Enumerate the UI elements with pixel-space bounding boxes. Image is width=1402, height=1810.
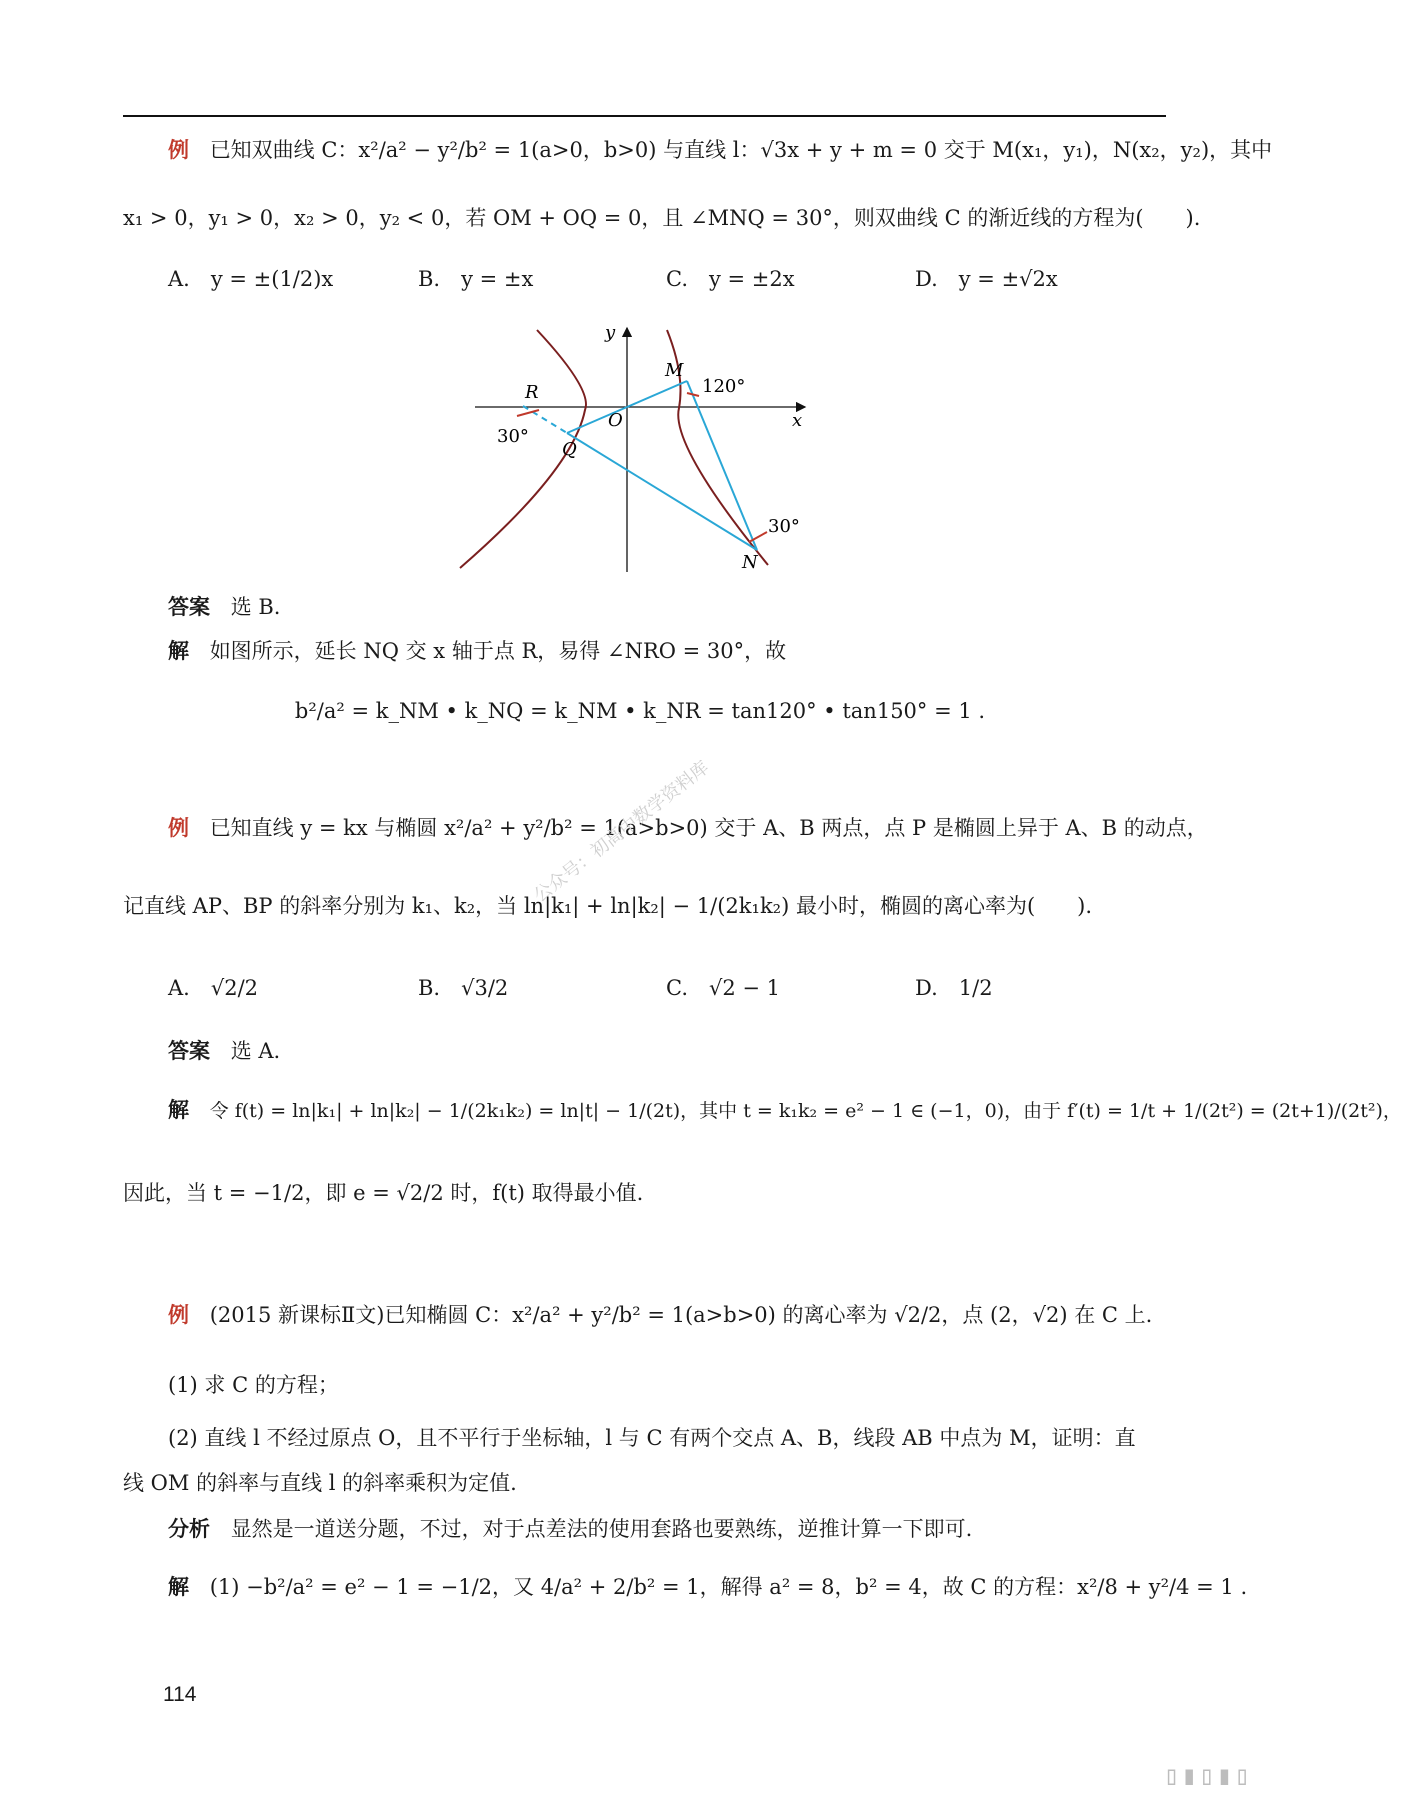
ex3-part2-line2: 线 OM 的斜率与直线 l 的斜率乘积为定值. <box>123 1471 517 1495</box>
line-rq-dashed <box>523 406 567 433</box>
label-m: M <box>665 360 684 381</box>
ex1-option-a: A. y = ±(1/2)x <box>168 267 334 291</box>
ex1-formula: b²/a² = k_NM • k_NQ = k_NM • k_NR = tan120° • tan150° = 1 . <box>294 699 986 723</box>
ex3-analysis <box>168 1516 972 1542</box>
label-o: O <box>608 410 623 431</box>
corner-logo-icon: ▯▮▯▮▯ <box>1163 1760 1252 1791</box>
page-number: 114 <box>163 1683 197 1706</box>
ex3-analysis-tag: 分析 <box>168 1517 210 1541</box>
ex2-tag: 例 <box>168 816 189 840</box>
label-angle-120: 120° <box>702 376 746 397</box>
ex1-answer-tag: 答案 <box>168 595 210 619</box>
ex3-part1: (1) 求 C 的方程； <box>168 1373 339 1397</box>
hyperbola-figure <box>455 320 815 575</box>
ex2-answer-text: 选 A. <box>230 1039 281 1063</box>
ex1-solution <box>168 638 786 664</box>
ex2-solution-tag: 解 <box>168 1098 189 1122</box>
ex2-line1 <box>168 815 1208 841</box>
label-y: y <box>605 322 616 343</box>
label-x: x <box>792 410 803 431</box>
label-angle-30-left: 30° <box>497 426 529 447</box>
label-q: Q <box>562 439 577 460</box>
ex1-line2: x₁ > 0，y₁ > 0，x₂ > 0，y₂ < 0，若 OM + OQ = 0，且 ∠MNQ = 30°，则双曲线 C 的渐近线的方程为( ). <box>123 206 1201 230</box>
ex1-line1 <box>168 137 1272 163</box>
ex1-text1: 已知双曲线 C：x²/a² − y²/b² = 1(a>0，b>0) 与直线 l：√3x + y + m = 0 交于 M(x₁，y₁)，N(x₂，y₂)，其中 <box>209 138 1273 162</box>
ex3-part2-line1: (2) 直线 l 不经过原点 O，且不平行于坐标轴，l 与 C 有两个交点 A、B，线段 AB 中点为 M，证明：直 <box>168 1426 1136 1450</box>
ex3-analysis-text: 显然是一道送分题，不过，对于点差法的使用套路也要熟练，逆推计算一下即可. <box>230 1517 973 1541</box>
ex3-line1 <box>168 1302 1152 1328</box>
ex2-option-a: A. √2/2 <box>168 976 259 1000</box>
ex2-option-c: C. √2 − 1 <box>666 976 781 1000</box>
ex1-tag: 例 <box>168 138 189 162</box>
ex2-solution-2: 因此，当 t = −1/2，即 e = √2/2 时，f(t) 取得最小值. <box>123 1181 644 1205</box>
watermark: 公众号：初高中数学资料库 <box>530 757 714 907</box>
ex2-option-d: D. 1/2 <box>915 976 993 1000</box>
ex3-text1: (2015 新课标Ⅱ文)已知椭圆 C：x²/a² + y²/b² = 1(a>b>0) 的离心率为 √2/2，点 (2，√2) 在 C 上. <box>209 1303 1153 1327</box>
line-om <box>627 381 687 407</box>
line-qn <box>567 433 757 550</box>
ex2-answer-tag: 答案 <box>168 1039 210 1063</box>
ex3-solution-text: (1) −b²/a² = e² − 1 = −1/2，又 4/a² + 2/b² = 1，解得 a² = 8，b² = 4，故 C 的方程：x²/8 + y²/4 = 1 . <box>209 1575 1248 1599</box>
label-n: N <box>742 552 758 573</box>
label-r: R <box>525 382 539 403</box>
ex2-text1: 已知直线 y = kx 与椭圆 x²/a² + y²/b² = 1(a>b>0) 交于 A、B 两点，点 P 是椭圆上异于 A、B 的动点， <box>209 816 1208 840</box>
ex3-solution-tag: 解 <box>168 1575 189 1599</box>
ex1-solution-text: 如图所示，延长 NQ 交 x 轴于点 R，易得 ∠NRO = 30°，故 <box>209 639 787 663</box>
label-angle-30-right: 30° <box>768 516 800 537</box>
ex1-answer-text: 选 B. <box>230 595 281 619</box>
ex2-solution-1 <box>168 1097 1402 1124</box>
ex3-solution <box>168 1574 1247 1600</box>
top-rule <box>123 115 1166 117</box>
ex2-option-b: B. √3/2 <box>418 976 509 1000</box>
ex1-option-c: C. y = ±2x <box>666 267 795 291</box>
ex1-option-b: B. y = ±x <box>418 267 534 291</box>
ex1-option-d: D. y = ±√2x <box>915 267 1058 291</box>
ex3-tag: 例 <box>168 1303 189 1327</box>
ex1-answer <box>168 594 280 620</box>
ex2-solution-text1: 令 f(t) = ln|k₁| + ln|k₂| − 1/(2k₁k₂) = ln|t| − 1/(2t)，其中 t = k₁k₂ = e² − 1 ∈ (−1，0)，由于 f′(t) = 1/t + 1/(2t²) = (2t+1)/(2t²)， <box>209 1100 1402 1122</box>
ex2-answer <box>168 1038 280 1064</box>
ex1-solution-tag: 解 <box>168 639 189 663</box>
ex2-line2: 记直线 AP、BP 的斜率分别为 k₁、k₂，当 ln|k₁| + ln|k₂| − 1/(2k₁k₂) 最小时，椭圆的离心率为( ). <box>123 894 1093 918</box>
